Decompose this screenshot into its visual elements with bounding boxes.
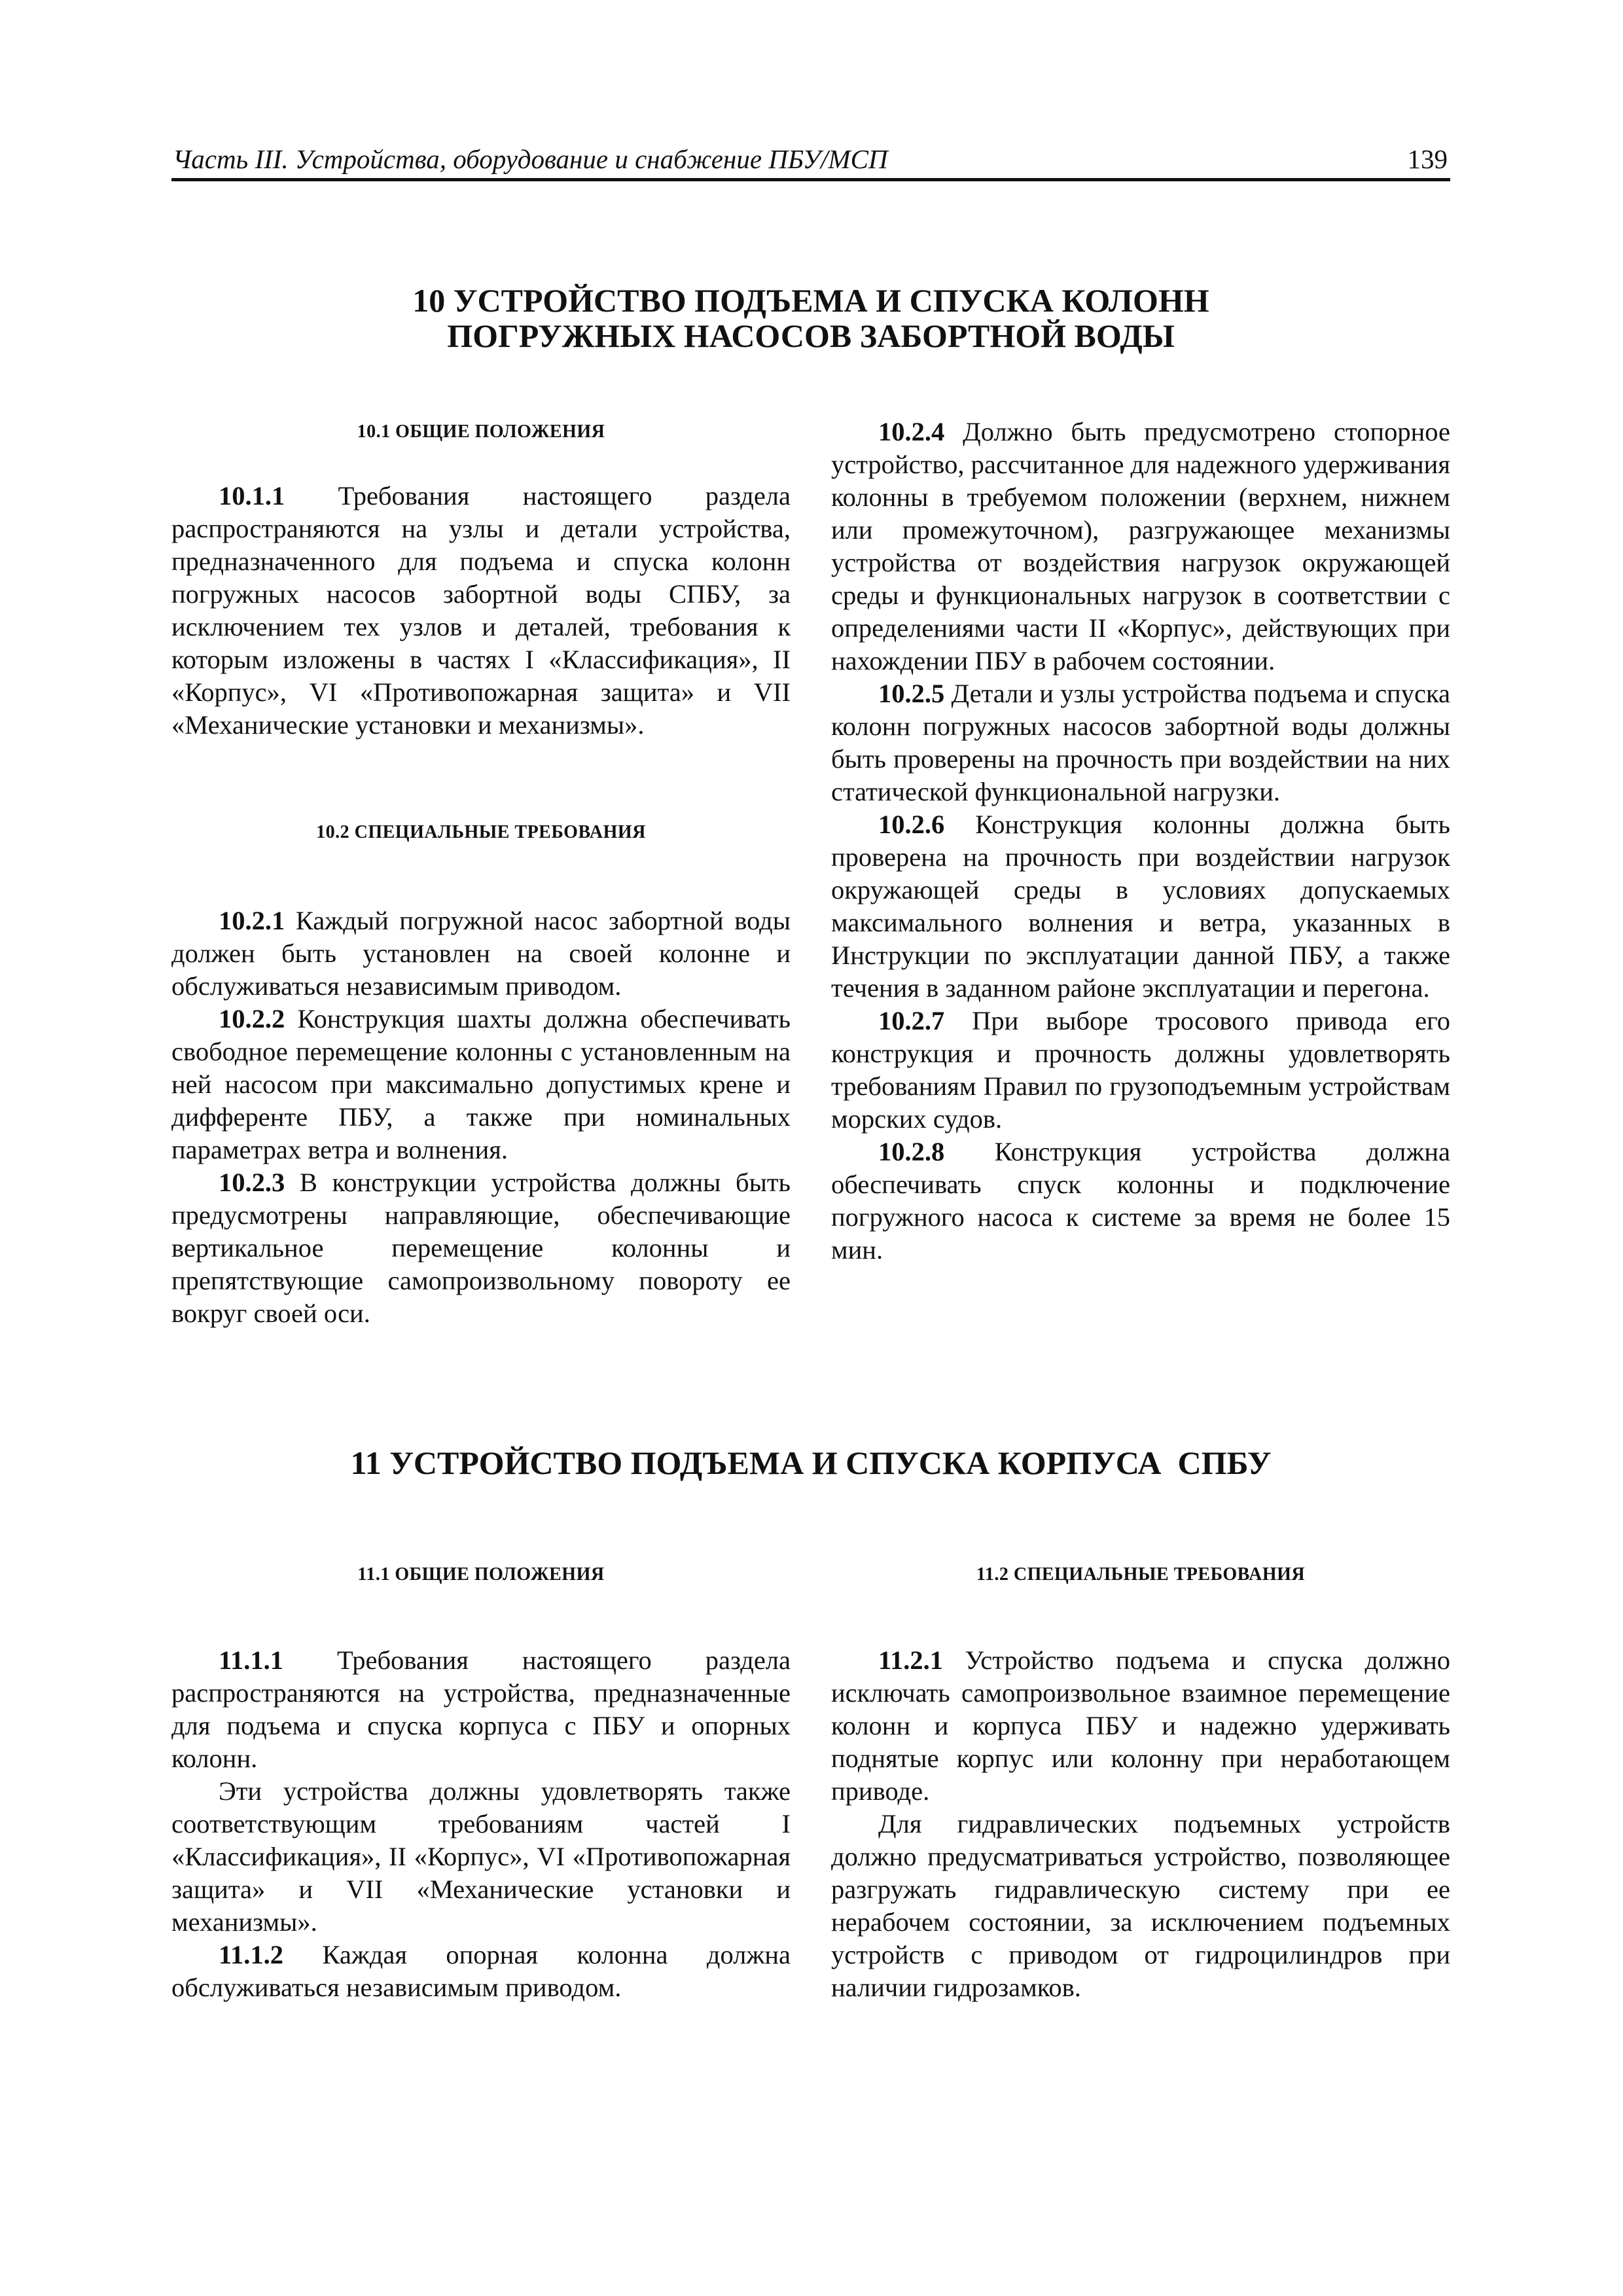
paragraph-10-2-4 [831,416,1450,677]
clause-text: Требования настоящего раздела распространяются на устройства, предназначенные для подъема и спуска корпуса с ПБУ и опорных колонн. [171,1645,791,1773]
left-column-11-1 [171,1644,791,2004]
clause-text: Конструкция устройства должна обеспечивать спуск колонны и подключение погружного насоса к системе за время не более 15 мин. [831,1137,1450,1265]
running-header-title: Часть III. Устройства, оборудование и снабжение ПБУ/МСП [173,144,888,174]
clause-text: В конструкции устройства должны быть предусмотрены направляющие, обеспечивающие вертикальное перемещение колонны и препятствующие самопроизвольному повороту ее вокруг своей оси. [171,1168,791,1328]
clause-text: Должно быть предусмотрено стопорное устройство, рассчитанное для надежного удерживания колонны в требуемом положении (верхнем, нижнем или промежуточном), разгружающее механизмы устройства от воздействия нагрузок окружающей среды и функциональных нагрузок в соответствии с определениями части II «Корпус», действующих при нахождении ПБУ в рабочем состоянии. [831,417,1451,675]
section-10-2-heading: 10.2 СПЕЦИАЛЬНЫЕ ТРЕБОВАНИЯ [316,822,646,842]
clause-text: Каждый погружной насос забортной воды должен быть установлен на своей колонне и обслуживаться независимым приводом. [171,906,791,1001]
clause-number: 10.2.7 [878,1006,945,1035]
paragraph-11-2-1 [831,1644,1450,1808]
clause-number: 10.2.8 [878,1137,945,1166]
clause-number: 10.2.1 [219,906,285,935]
header-rule [171,178,1450,181]
clause-number: 10.1.1 [219,481,285,511]
clause-number: 10.2.2 [219,1004,285,1033]
clause-text: При выборе тросового привода его конструкция и прочность должны удовлетворять требованиям Правил по грузоподъемным устройствам морских судов. [831,1006,1451,1134]
paragraph-10-2-6 [831,808,1450,1005]
paragraph-11-2-1-continued: Для гидравлических подъемных устройств должно предусматриваться устройство, позволяющее разгружать гидравлическую систему при ее нерабочем состоянии, за исключением подъемных устройств с приводом от гидроцилиндров при наличии гидрозамков. [831,1809,1450,2002]
clause-text: Каждая опорная колонна должна обслуживаться независимым приводом. [171,1940,791,2002]
paragraph-10-2-1 [171,905,791,1003]
clause-number: 10.2.5 [878,679,945,708]
paragraph-10-2-8 [831,1136,1450,1266]
paragraph-10-2-3 [171,1166,791,1330]
page-number: 139 [1407,144,1448,174]
clause-number: 11.2.1 [878,1645,944,1675]
left-column-10-2 [171,905,791,1330]
clause-number: 11.1.2 [219,1940,284,1969]
paragraph-10-2-5 [831,677,1450,808]
right-column-11-2 [831,1644,1450,2004]
chapter-10-title [171,283,1450,353]
clause-text: Детали и узлы устройства подъема и спуска колонн погружных насосов забортной воды должны быть проверены на прочность при воздействии на них статической функциональной нагрузки. [831,679,1450,806]
section-11-1-heading: 11.1 ОБЩИЕ ПОЛОЖЕНИЯ [357,1564,605,1585]
clause-number: 11.1.1 [219,1645,284,1675]
clause-number: 10.2.4 [878,417,945,446]
paragraph-10-2-7 [831,1005,1450,1136]
chapter-11-title: 11 УСТРОЙСТВО ПОДЪЕМА И СПУСКА КОРПУСА СПБУ [350,1444,1272,1481]
clause-number: 10.2.3 [219,1168,285,1197]
clause-number: 10.2.6 [878,810,945,839]
paragraph-11-1-2 [171,1939,791,2004]
clause-text: Конструкция шахты должна обеспечивать свободное перемещение колонны с установленным на ней насосом при максимально допустимых крене и дифференте ПБУ, а также при номинальных параметрах ветра и волнения. [171,1004,791,1164]
section-11-2-heading: 11.2 СПЕЦИАЛЬНЫЕ ТРЕБОВАНИЯ [976,1564,1306,1585]
paragraph-10-2-2 [171,1003,791,1166]
right-column-10-2 [831,416,1450,1266]
chapter-10-title-line2: ПОГРУЖНЫХ НАСОСОВ ЗАБОРТНОЙ ВОДЫ [447,317,1175,354]
section-10-1-heading: 10.1 ОБЩИЕ ПОЛОЖЕНИЯ [357,422,605,442]
chapter-10-title-line1: 10 УСТРОЙСТВО ПОДЪЕМА И СПУСКА КОЛОНН [412,282,1209,319]
paragraph-11-1-1 [171,1644,791,1775]
clause-text: Конструкция колонны должна быть проверена на прочность при воздействии нагрузок окружающей среды в условиях допускаемых максимального волнения и ветра, указанных в Инструкции по эксплуатации данной ПБУ, а также течения в заданном районе эксплуатации и перегона. [831,810,1451,1003]
left-column-10-1 [171,480,791,742]
clause-text: Устройство подъема и спуска должно исключать самопроизвольное взаимное перемещение колонн и корпуса ПБУ и надежно удерживать поднятые корпус или колонну при неработающем приводе. [831,1645,1450,1806]
clause-text: Требования настоящего раздела распространяются на узлы и детали устройства, предназначенного для подъема и спуска колонн погружных насосов забортной воды СПБУ, за исключением тех узлов и деталей, требования к которым изложены в частях I «Классификация», II «Корпус», VI «Противопожарная защита» и VII «Механические установки и механизмы». [171,481,791,740]
paragraph-11-1-1-continued: Эти устройства должны удовлетворять также соответствующим требованиям частей I «Классификация», II «Корпус», VI «Противопожарная защита» и VII «Механические установки и механизмы». [171,1776,791,1937]
paragraph-10-1-1 [171,480,791,742]
